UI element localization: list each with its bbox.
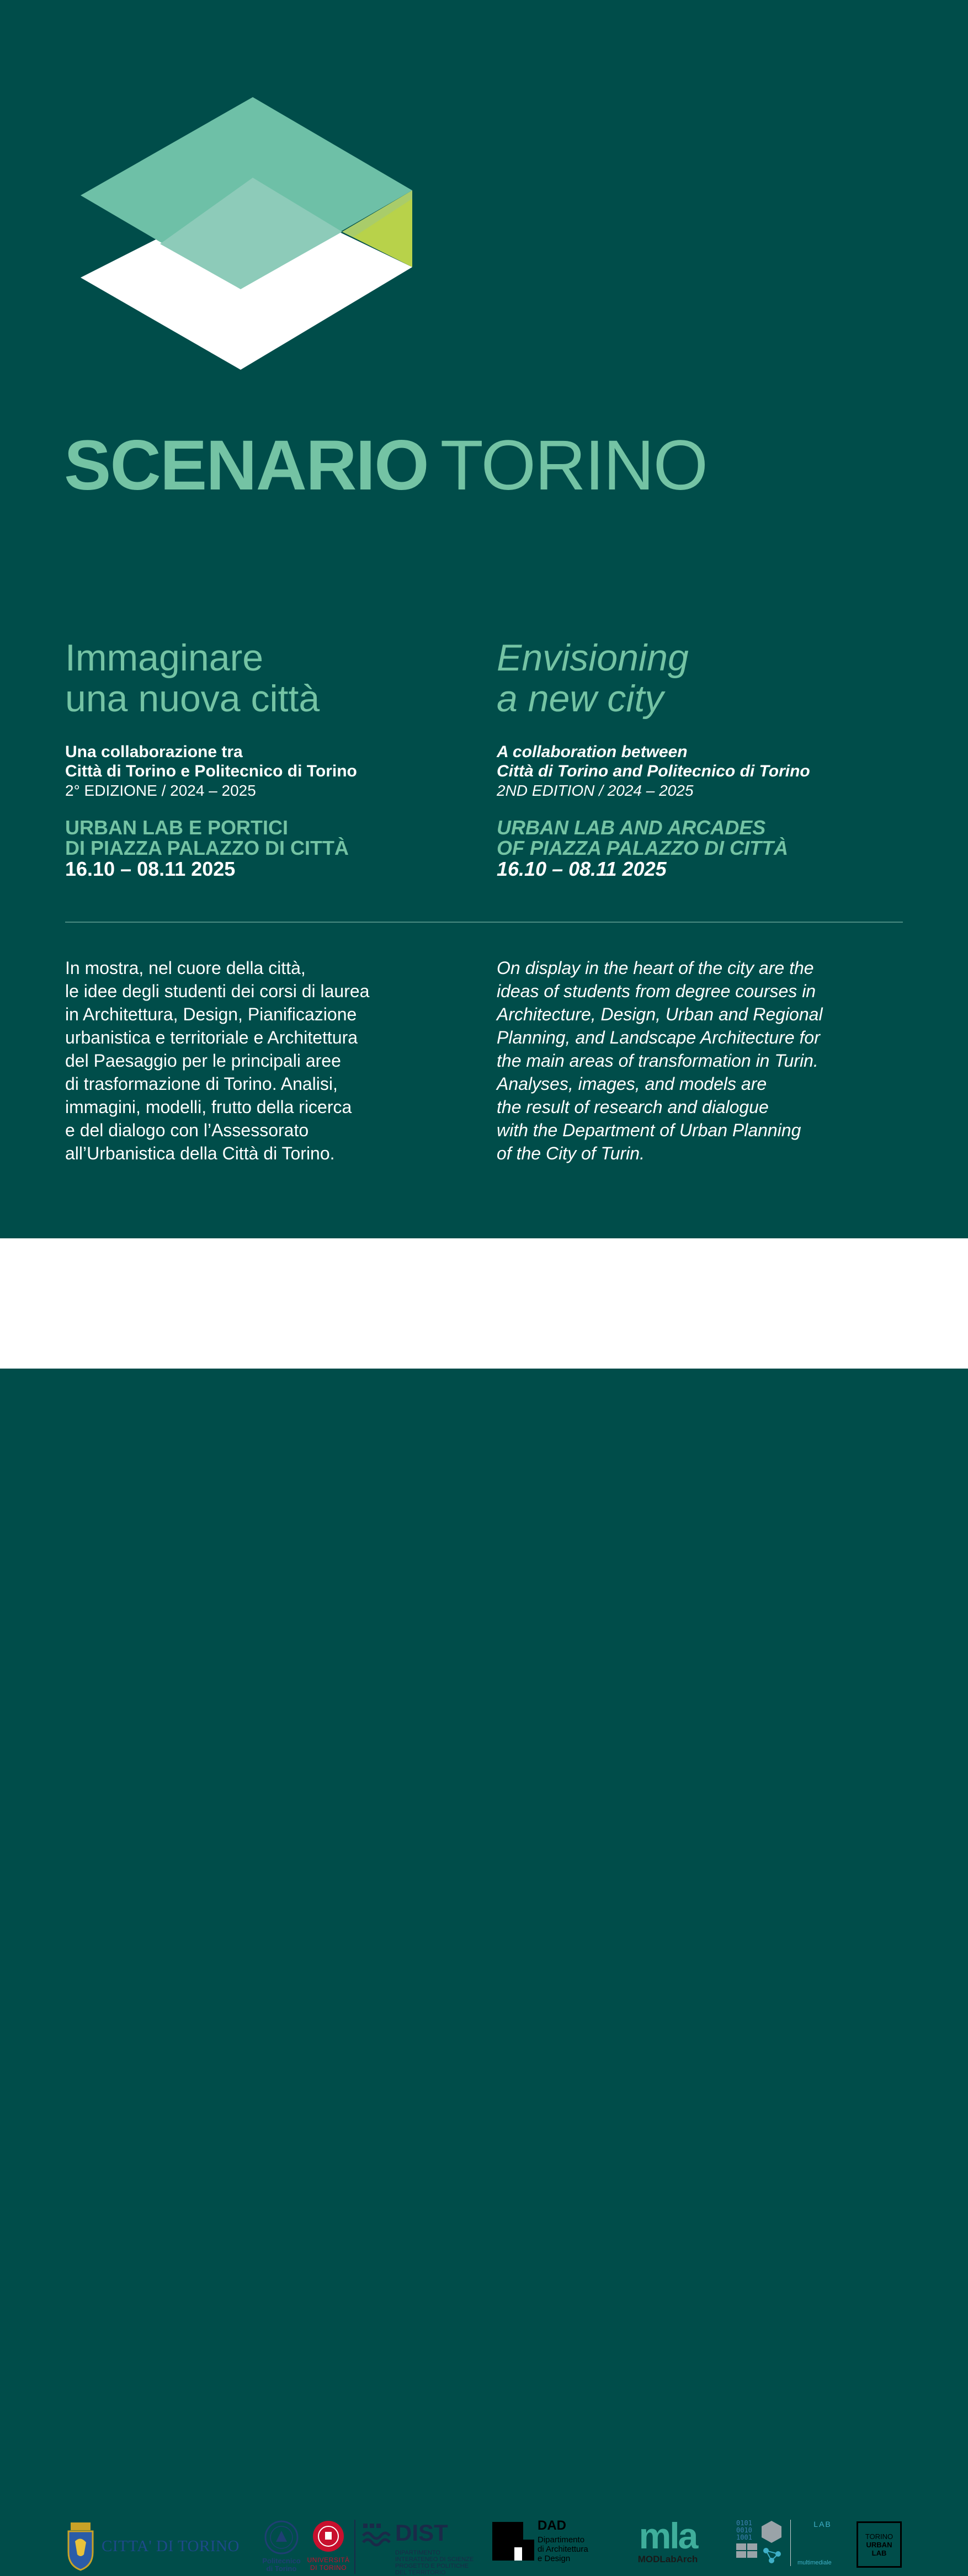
- unito-logo: [307, 2520, 349, 2572]
- section-divider: [65, 922, 903, 923]
- italian-body-line: le idee degli studenti dei corsi di laurea: [65, 981, 370, 1001]
- lab-tag: LAB: [813, 2520, 832, 2529]
- dist-logo: [362, 2520, 474, 2576]
- politecnico-line: Politecnico: [262, 2557, 301, 2565]
- torino-coat-of-arms-icon: [65, 2521, 96, 2571]
- politecnico-logo: [260, 2520, 302, 2573]
- english-headline: [497, 637, 883, 719]
- urban-lab-line: TORINO: [865, 2532, 893, 2541]
- modlabarch-mark: mla: [639, 2515, 697, 2556]
- modlabarch-logo: [624, 2515, 712, 2565]
- dad-logo: [492, 2519, 588, 2563]
- italian-column: [65, 637, 451, 880]
- italian-body-line: in Architettura, Design, Pianificazione: [65, 1004, 357, 1024]
- lab-name: multimediale: [797, 2559, 832, 2566]
- italian-body-line: immagini, modelli, frutto della ricerca: [65, 1097, 352, 1117]
- english-body-line: the result of research and dialogue: [497, 1097, 769, 1117]
- english-body-line: with the Department of Urban Planning: [497, 1120, 801, 1140]
- dad-square-icon: [492, 2519, 534, 2561]
- dad-caption-line: di Architettura: [538, 2545, 588, 2554]
- lab-bits-line: 1001: [736, 2534, 752, 2541]
- lab-separator: [790, 2520, 791, 2566]
- politecnico-seal-icon: [264, 2520, 299, 2555]
- lab-grid-icon: [736, 2543, 758, 2559]
- lab-bits-line: 0010: [736, 2526, 752, 2534]
- english-headline-line: a new city: [497, 678, 664, 720]
- dist-wave-icon: [362, 2521, 393, 2545]
- urban-lab-line: LAB: [871, 2548, 887, 2557]
- modlabarch-name: MODLabArch: [637, 2554, 698, 2564]
- dist-caption-line: PROGETTO E POLITICHE: [395, 2563, 469, 2569]
- english-venue: [497, 817, 883, 858]
- poster: [0, 0, 968, 1238]
- unito-line: DI TORINO: [310, 2564, 347, 2572]
- italian-body-line: del Paesaggio per le principali aree: [65, 1051, 341, 1071]
- partner-logos-footer: [0, 1238, 968, 2576]
- italian-headline-line: Immaginare: [65, 637, 264, 679]
- english-collaboration: [497, 742, 883, 781]
- dist-caption-line: DIPARTIMENTO: [395, 2550, 440, 2556]
- citta-di-torino-logo: [65, 2521, 240, 2571]
- scenario-torino-wordmark: [64, 426, 708, 505]
- wordmark-torino: TORINO: [440, 426, 708, 505]
- wordmark-scenario: SCENARIO: [64, 426, 428, 505]
- torino-urban-lab-logo: [857, 2521, 902, 2568]
- dad-name: DAD: [538, 2518, 566, 2533]
- dist-caption-line: INTERATENEO DI SCIENZE: [395, 2556, 474, 2563]
- italian-headline: [65, 637, 451, 719]
- italian-venue-line: DI PIAZZA PALAZZO DI CITTÀ: [65, 837, 349, 859]
- dad-caption-line: e Design: [538, 2554, 571, 2563]
- english-column: [497, 637, 883, 880]
- italian-collaboration: [65, 742, 451, 781]
- italian-body-line: di trasformazione di Torino. Analisi,: [65, 1074, 338, 1094]
- english-venue-line: URBAN LAB AND ARCADES: [497, 816, 766, 839]
- italian-edition: 2° EDIZIONE / 2024 – 2025: [65, 782, 256, 799]
- italian-body-text: [65, 956, 462, 1165]
- politecnico-line: di Torino: [266, 2564, 297, 2573]
- italian-body-line: e del dialogo con l’Assessorato: [65, 1120, 309, 1140]
- english-collab-line: A collaboration between: [497, 743, 688, 761]
- english-body-line: Planning, and Landscape Architecture for: [497, 1028, 820, 1047]
- italian-venue-line: URBAN LAB E PORTICI: [65, 816, 288, 839]
- english-body-text: [497, 956, 894, 1165]
- dist-name: DIST: [395, 2520, 448, 2546]
- english-edition: 2ND EDITION / 2024 – 2025: [497, 782, 694, 799]
- unito-seal-icon: [312, 2520, 345, 2553]
- english-headline-line: Envisioning: [497, 637, 689, 679]
- english-body-line: of the City of Turin.: [497, 1143, 645, 1163]
- lab-bits-line: 0101: [736, 2519, 752, 2527]
- english-venue-line: OF PIAZZA PALAZZO DI CITTÀ: [497, 837, 788, 859]
- italian-venue: [65, 817, 451, 858]
- urban-lab-line: URBAN: [866, 2540, 892, 2549]
- english-body-line: the main areas of transformation in Turin.: [497, 1051, 818, 1071]
- english-collab-line: Città di Torino and Politecnico di Torino: [497, 762, 810, 780]
- english-body-line: On display in the heart of the city are the: [497, 958, 814, 978]
- dist-caption-line: DEL TERRITORIO: [395, 2569, 446, 2576]
- italian-dates: 16.10 – 08.11 2025: [65, 858, 236, 880]
- citta-di-torino-text: CITTA' DI TORINO: [102, 2537, 240, 2555]
- italian-body-line: all’Urbanistica della Città di Torino.: [65, 1143, 335, 1163]
- italian-headline-line: una nuova città: [65, 678, 320, 720]
- lab-network-icon: [759, 2520, 784, 2564]
- partner-separator: [354, 2520, 355, 2574]
- lab-multimediale-logo: [736, 2520, 832, 2566]
- unito-line: UNIVERSITÀ: [307, 2556, 350, 2564]
- english-body-line: Architecture, Design, Urban and Regional: [497, 1004, 823, 1024]
- italian-body-line: urbanistica e territoriale e Architettura: [65, 1028, 358, 1047]
- italian-collab-line: Una collaborazione tra: [65, 743, 243, 761]
- italian-body-line: In mostra, nel cuore della città,: [65, 958, 306, 978]
- english-body-line: ideas of students from degree courses in: [497, 981, 816, 1001]
- dad-caption-line: Dipartimento: [538, 2535, 585, 2545]
- scenario-logo-mark: [0, 0, 968, 397]
- english-body-line: Analyses, images, and models are: [497, 1074, 767, 1094]
- english-dates: 16.10 – 08.11 2025: [497, 858, 667, 880]
- italian-collab-line: Città di Torino e Politecnico di Torino: [65, 762, 357, 780]
